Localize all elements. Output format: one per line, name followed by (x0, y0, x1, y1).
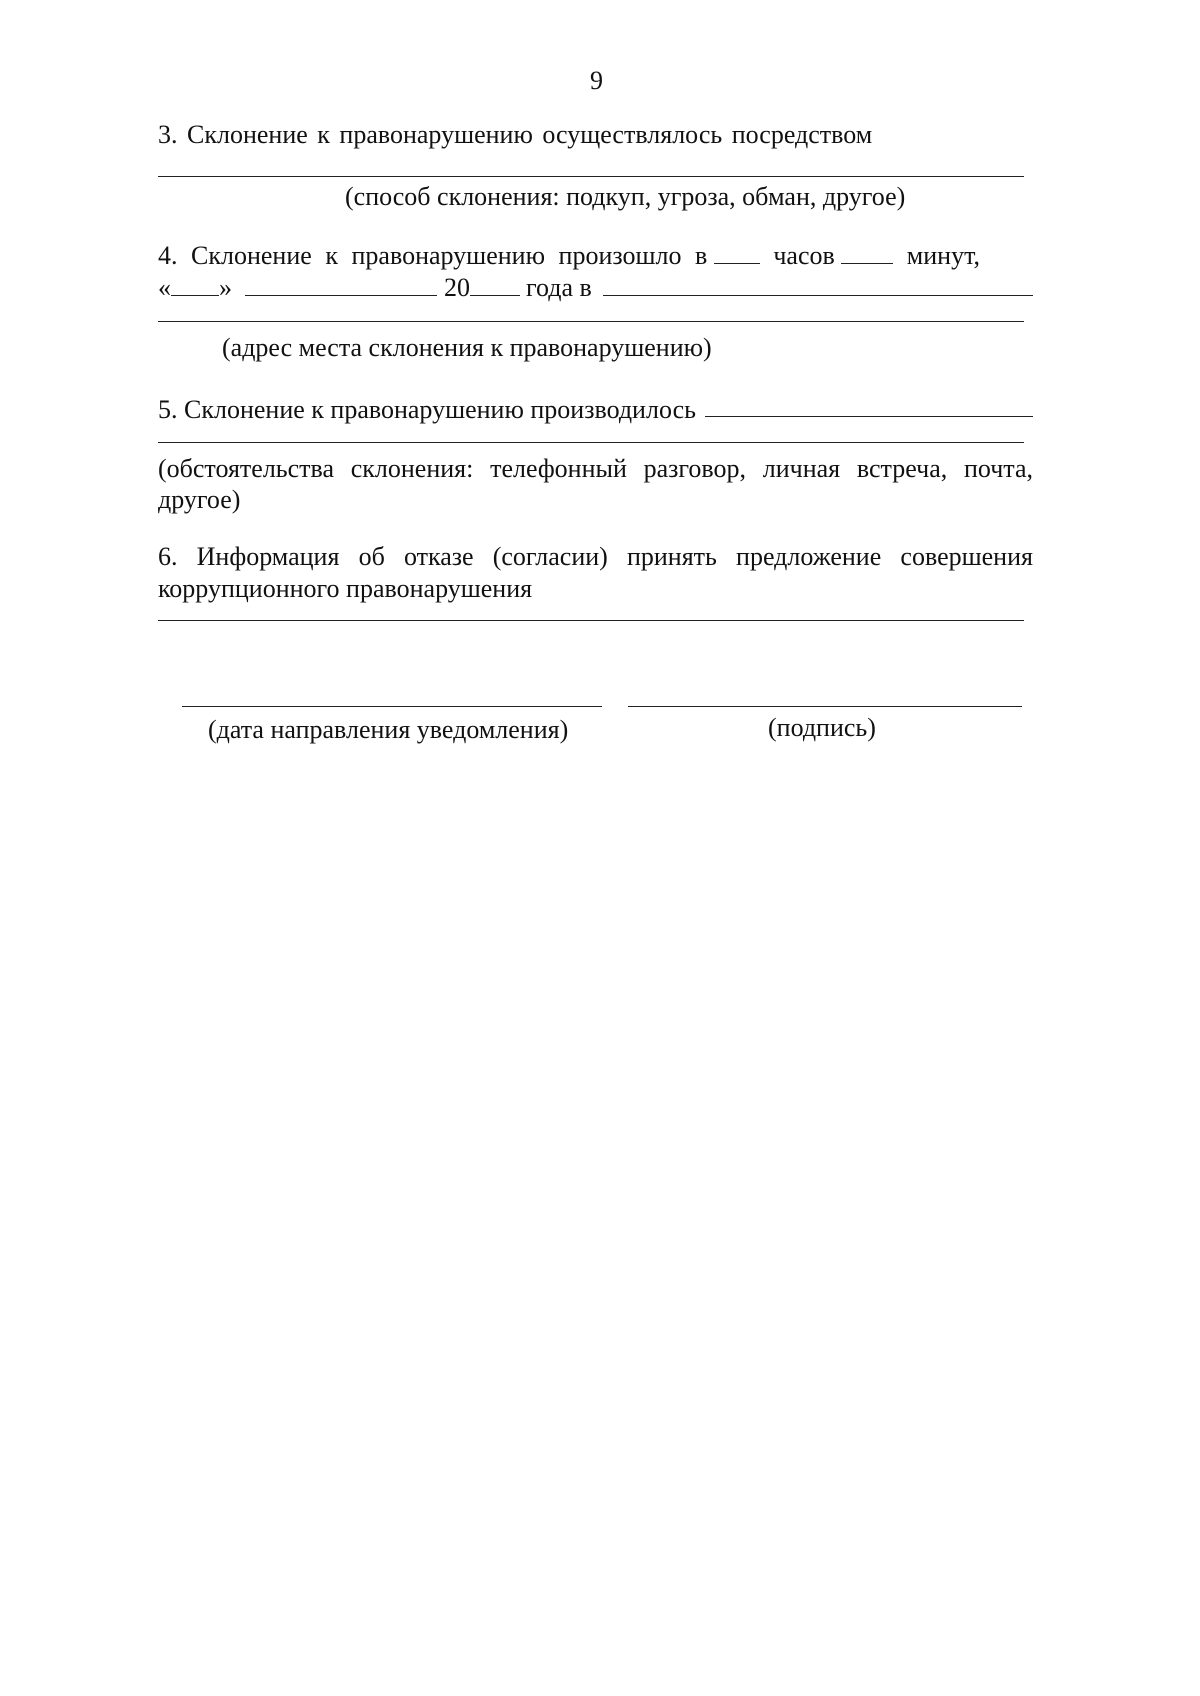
caption-word: почта, (963, 454, 1033, 483)
caption-word: (обстоятельства (158, 454, 335, 483)
item-5-caption-line-2: другое) (158, 485, 241, 514)
minutes-blank[interactable] (841, 243, 893, 264)
date-caption: (дата направления уведомления) (208, 715, 569, 744)
hours-blank[interactable] (714, 243, 760, 264)
quote-close: » (219, 273, 232, 302)
item-5-blank[interactable] (705, 416, 1033, 417)
item-6-word: отказе (403, 542, 474, 571)
caption-word: личная (762, 454, 841, 483)
item-3-text: 3. Склонение к правонарушению осуществлялось посредством (158, 120, 873, 149)
item-3-fill-line[interactable] (158, 176, 1024, 177)
item-4-word: 4. (158, 241, 178, 270)
item-6-line-1 (158, 540, 1033, 574)
item-5-caption-line-1 (158, 452, 1033, 486)
item-6-line-2: коррупционного правонарушения (158, 574, 533, 603)
item-5-text: 5. Склонение к правонарушению производилось (158, 395, 696, 424)
quote-open: « (158, 273, 171, 302)
year-suffix: года в (526, 273, 592, 302)
item-4-caption: (адрес места склонения к правонарушению) (222, 333, 712, 362)
item-6-word: принять (626, 542, 717, 571)
caption-word: встреча, (856, 454, 948, 483)
year-blank[interactable] (470, 295, 520, 296)
item-6-word: предложение (736, 542, 882, 571)
item-6-word: об (358, 542, 385, 571)
item-4-hours-group: часов (773, 239, 893, 273)
signature-caption: (подпись) (768, 713, 876, 742)
item-4-word: к (325, 241, 338, 270)
caption-word: разговор, (643, 454, 747, 483)
caption-word: телефонный (490, 454, 627, 483)
item-6-word: 6. (158, 542, 178, 571)
date-line[interactable] (182, 706, 602, 707)
item-6-fill-line[interactable] (158, 620, 1024, 621)
item-5-fill-line[interactable] (158, 442, 1024, 443)
item-6-word: Информация (196, 542, 340, 571)
item-4-line-2 (158, 271, 232, 305)
item-4-word: в (695, 239, 760, 273)
item-4-minutes-label: минут, (906, 241, 980, 270)
signature-line[interactable] (628, 706, 1022, 707)
address-fill-line[interactable] (158, 321, 1024, 322)
item-6-word: совершения (900, 542, 1033, 571)
caption-word: склонения: (350, 454, 474, 483)
month-blank[interactable] (245, 295, 437, 296)
year-prefix: 20 (444, 273, 470, 302)
item-6-word: (согласии) (492, 542, 608, 571)
item-4-word: Склонение (191, 241, 312, 270)
item-4-word: правонарушению (351, 241, 545, 270)
day-blank[interactable] (171, 275, 219, 296)
item-3-caption: (способ склонения: подкуп, угроза, обман, другое) (345, 182, 906, 211)
item-4-line-1 (158, 239, 980, 273)
address-blank[interactable] (603, 295, 1033, 296)
page-number: 9 (590, 66, 603, 95)
item-4-word: произошло (558, 241, 682, 270)
